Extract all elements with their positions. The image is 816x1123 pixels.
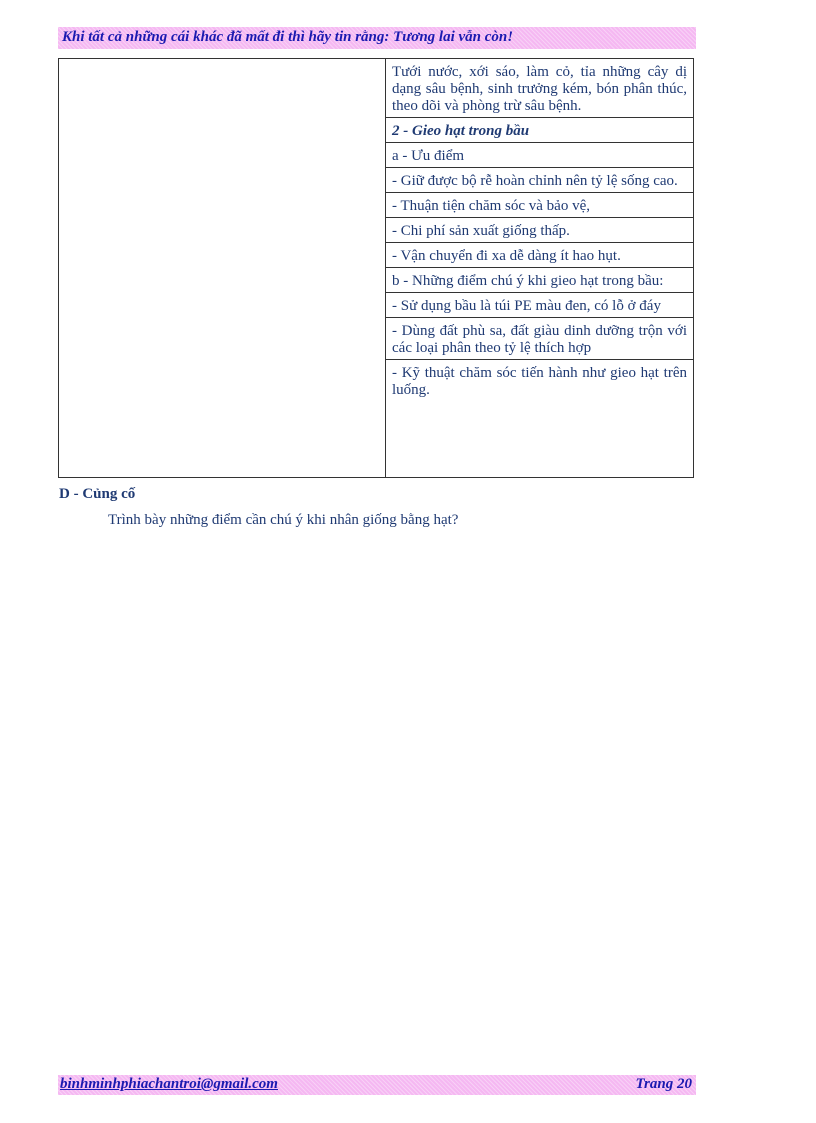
- table-left-cell: [59, 59, 386, 477]
- paragraph-note-technique: - Kỹ thuật chăm sóc tiến hành như gieo hạt trên luống.: [392, 365, 687, 398]
- paragraph-care: Tưới nước, xới sáo, làm cỏ, tỉa những cây dị dạng sâu bệnh, sinh trưởng kém, bón phân thúc, theo dõi và phòng trừ sâu bệnh.: [386, 59, 693, 118]
- paragraph-advantage-roots: - Giữ được bộ rễ hoàn chỉnh nên tỷ lệ sống cao.: [386, 168, 693, 193]
- section-question: Trình bày những điểm cần chú ý khi nhân giống bằng hạt?: [108, 512, 459, 528]
- paragraph-advantage-cost: - Chi phí sản xuất giống thấp.: [386, 218, 693, 243]
- paragraph-note-soil: - Dùng đất phù sa, đất giàu dinh dưỡng trộn với các loại phân theo tỷ lệ thích hợp: [386, 318, 693, 360]
- content-table: [58, 58, 694, 478]
- footer-band: [58, 1075, 696, 1095]
- paragraph-advantage-transport: - Vận chuyển đi xa dễ dàng ít hao hụt.: [386, 243, 693, 268]
- section-title: D - Củng cố: [59, 486, 136, 502]
- table-right-cell: [386, 59, 693, 477]
- paragraph-advantages-title: a - Ưu điểm: [386, 143, 693, 168]
- header-band: [58, 27, 696, 49]
- paragraph-note-pe-bag: - Sử dụng bầu là túi PE màu đen, có lỗ ở đáy: [386, 293, 693, 318]
- header-motto: Khi tất cả những cái khác đã mất đi thì hãy tin rằng: Tương lai vẫn còn!: [62, 29, 514, 45]
- subheading-seed-in-pot: 2 - Gieo hạt trong bầu: [386, 118, 693, 143]
- paragraph-advantage-care: - Thuận tiện chăm sóc và bảo vệ,: [386, 193, 693, 218]
- paragraph-notes-title: b - Những điểm chú ý khi gieo hạt trong bầu:: [386, 268, 693, 293]
- footer-page-number: Trang 20: [635, 1076, 692, 1092]
- footer-email-link[interactable]: binhminhphiachantroi@gmail.com: [60, 1076, 278, 1092]
